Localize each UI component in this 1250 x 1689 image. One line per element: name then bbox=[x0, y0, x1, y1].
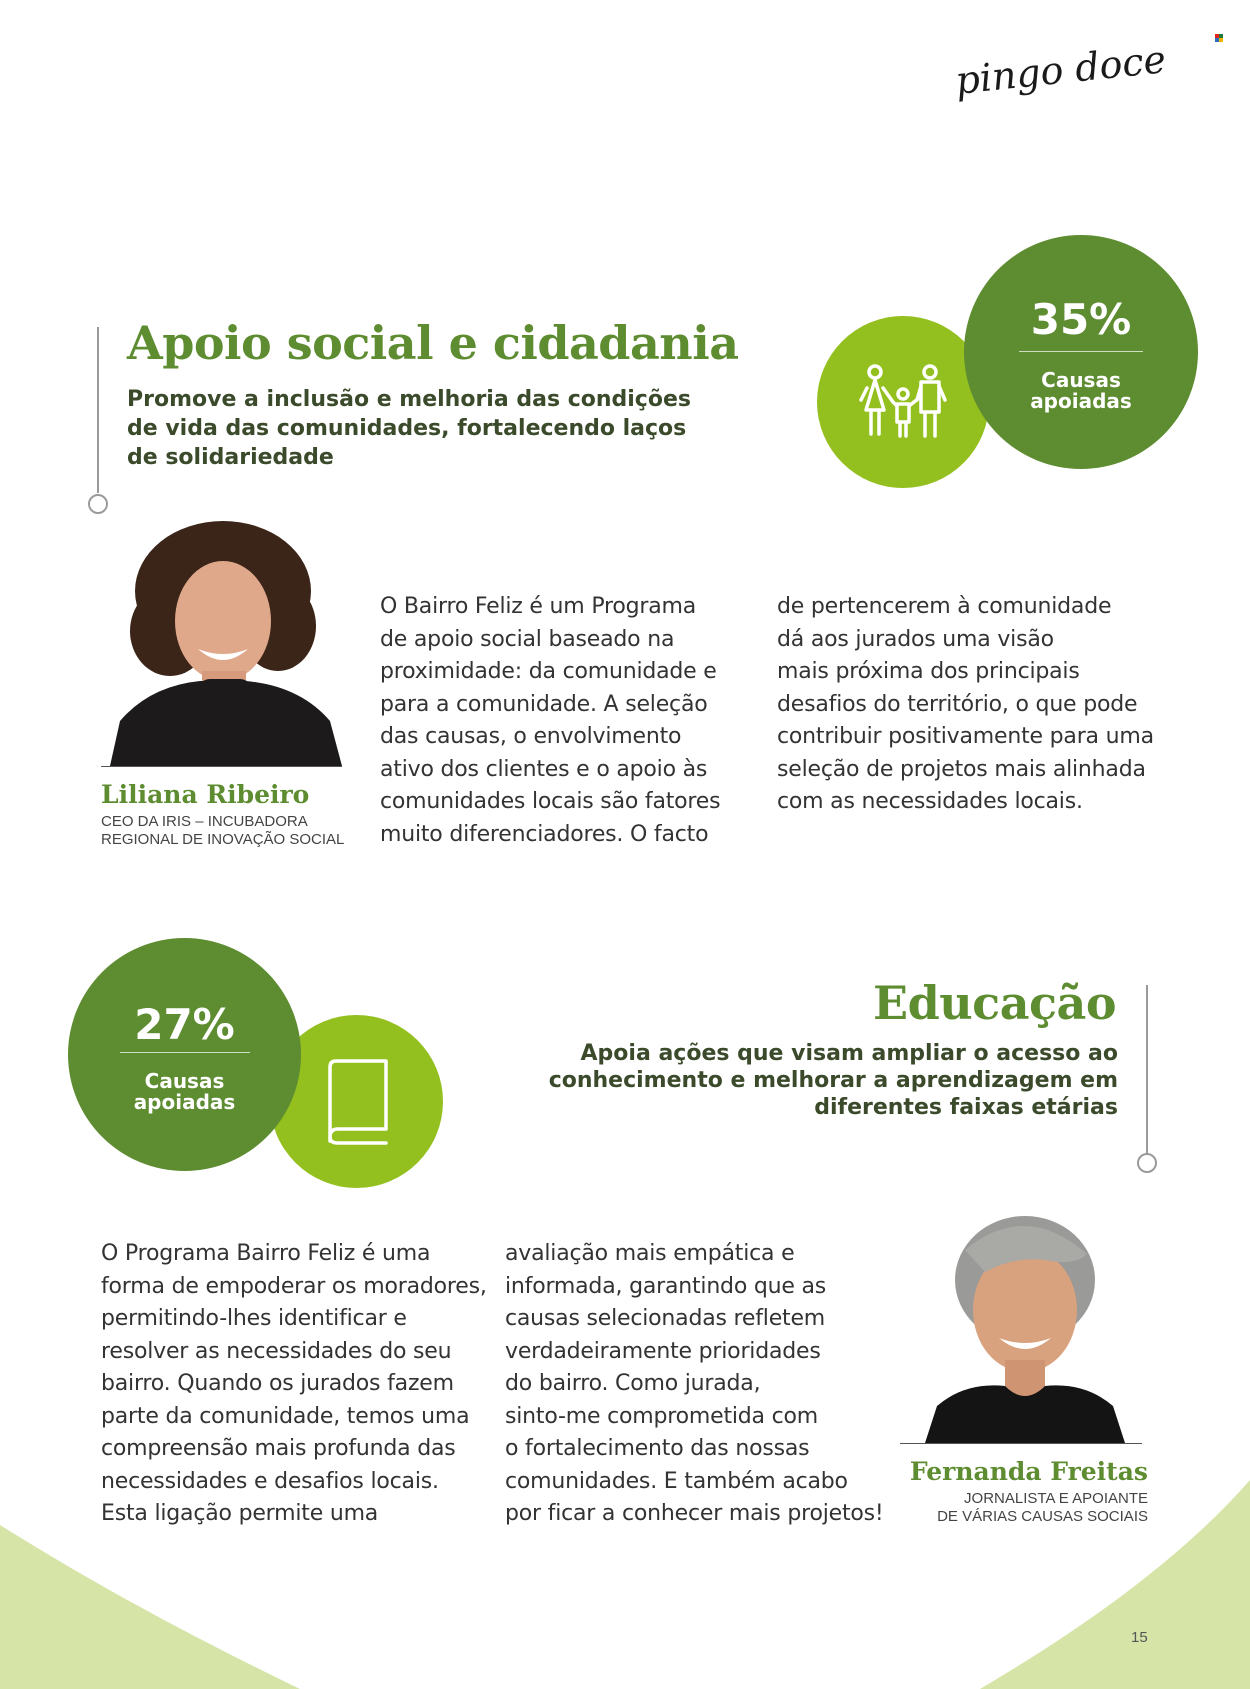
person1-role: CEO DA IRIS – INCUBADORA REGIONAL DE INOVAÇÃO SOCIAL bbox=[101, 813, 345, 848]
section1-stat-label: Causas apoiadas bbox=[1030, 368, 1132, 413]
book-icon bbox=[322, 1057, 392, 1147]
section1-title: Apoio social e cidadania bbox=[127, 316, 739, 370]
section2-title: Educação bbox=[873, 976, 1116, 1030]
section1-stat-circle bbox=[964, 235, 1198, 469]
person2-photo bbox=[925, 1210, 1125, 1443]
person1-photo bbox=[110, 521, 342, 766]
family-icon bbox=[859, 364, 949, 440]
stat-divider bbox=[120, 1052, 250, 1053]
person2-name: Fernanda Freitas bbox=[909, 1457, 1148, 1486]
person1-quote-col1: O Bairro Feliz é um Programa de apoio social baseado na proximidade: da comunidade e para a comunidade. A seleção das causas, o envolvimento ativo dos clientes e o apoio às comunidades locais são fatores muito diferenciadores. O facto bbox=[380, 594, 721, 847]
person2-quote-col1: O Programa Bairro Feliz é uma forma de empoderar os moradores, permitindo-lhes identificar e resolver as necessidades do seu bairro. Quando os jurados fazem parte da comunidade, temos uma compreensão mais profunda das necessidades e desafios locais. Esta ligação permite uma bbox=[101, 1241, 487, 1526]
section1-timeline-line bbox=[97, 327, 99, 493]
person2-role: JORNALISTA E APOIANTE DE VÁRIAS CAUSAS SOCIAIS bbox=[937, 1490, 1148, 1525]
section2-stat-label: Causas apoiadas bbox=[133, 1069, 236, 1114]
stat-divider bbox=[1019, 351, 1143, 352]
person1-underline bbox=[101, 766, 342, 767]
section2-stat-value: 27% bbox=[134, 1000, 235, 1049]
person1-name: Liliana Ribeiro bbox=[101, 780, 310, 809]
page-number: 15 bbox=[1131, 1629, 1148, 1646]
person2-underline bbox=[900, 1443, 1142, 1444]
section1-timeline-dot bbox=[88, 494, 108, 514]
section1-subtitle: Promove a inclusão e melhoria das condições de vida das comunidades, fortalecendo laços de solidariedade bbox=[127, 387, 691, 470]
section1-stat-value: 35% bbox=[1030, 295, 1132, 344]
corner-mark-icon bbox=[1215, 34, 1223, 42]
brand-logo: pingo doce bbox=[953, 37, 1168, 103]
section2-timeline-dot bbox=[1137, 1153, 1157, 1173]
person2-quote-col2: avaliação mais empática e informada, garantindo que as causas selecionadas refletem verdadeiramente prioridades do bairro. Como jurada, sinto-me comprometida com o fortalecimento das nossas comunidades. E também acabo por ficar a conhecer mais projetos! bbox=[505, 1241, 884, 1526]
section2-timeline-line bbox=[1146, 985, 1148, 1163]
person1-quote-col2: de pertencerem à comunidade dá aos jurados uma visão mais próxima dos principais desafios do território, o que pode contribuir positivamente para uma seleção de projetos mais alinhada com as necessidades locais. bbox=[777, 594, 1154, 814]
section2-subtitle: Apoia ações que visam ampliar o acesso ao conhecimento e melhorar a aprendizagem em diferentes faixas etárias bbox=[548, 1041, 1118, 1120]
section2-stat-circle bbox=[68, 938, 301, 1171]
